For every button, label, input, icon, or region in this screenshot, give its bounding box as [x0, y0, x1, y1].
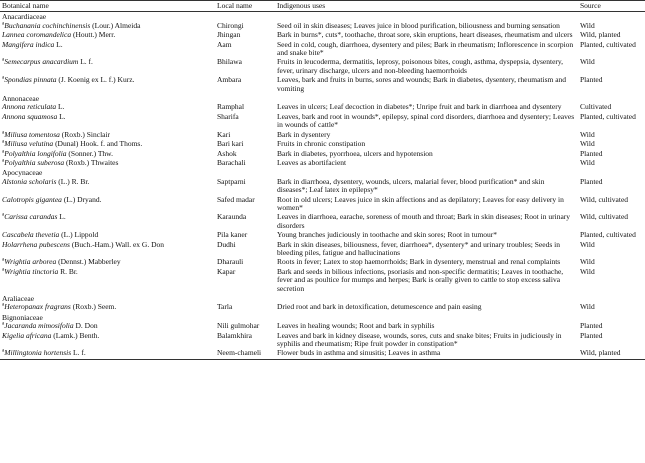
indigenous-uses-cell: Fruits in leucoderma, dermatitis, leprosy, poisonous bites, cough, asthma, dyspepsia, dysentery, fever, urinary discharge, ulcers and non-bleeding haemorrhoids [277, 57, 564, 75]
source-cell: Wild [580, 139, 595, 149]
species-name: Wrightia arborea [4, 257, 57, 267]
indigenous-uses-cell: Bark in diarrhoea, dysentery, wounds, ulcers, malarial fever, blood purification* and skin diseases*; Leaf latex in epilepsy* [277, 176, 545, 195]
source-cell: Planted, cultivated [580, 111, 636, 121]
local-name-cell: Saptparni [217, 176, 246, 186]
indigenous-uses-cell: Seed oil in skin diseases; Leaves juice in blood purification, biliousness and burning sensation [277, 20, 560, 30]
species-author: L. f. [71, 348, 86, 358]
source-cell: Planted [580, 330, 603, 340]
botanical-name-cell [0, 76, 215, 94]
botanical-name-cell [0, 113, 215, 131]
local-name-cell: Jhingan [217, 30, 241, 40]
botanical-name-cell [0, 268, 215, 294]
species-author: (Roxb.) Sinclair [59, 129, 111, 139]
species-name: Mangifera indica [2, 39, 55, 49]
header-source: Source [578, 1, 645, 12]
species-author: (Houtt.) Merr. [71, 30, 116, 40]
endemic-marker: a [2, 267, 5, 273]
source-cell: Planted [580, 176, 603, 186]
local-name-cell: Ramphal [217, 102, 245, 112]
local-name-cell: Kapar [217, 266, 236, 276]
header-botanical-name: Botanical name [0, 1, 215, 12]
endemic-marker: a [2, 149, 5, 154]
indigenous-uses-cell: Fruits in chronic constipation [277, 139, 366, 149]
botanical-name-cell [0, 241, 215, 259]
source-cell: Wild [580, 302, 595, 312]
indigenous-uses-cell: Bark in diabetes, pyorrhoea, ulcers and hypotension [277, 148, 433, 158]
species-name: Polyalthia suberosa [4, 157, 65, 167]
local-name-cell: Ambara [217, 75, 242, 85]
species-author: L. [57, 111, 66, 121]
botanical-name-cell [0, 41, 215, 59]
family-name: Bignoniaceae [2, 312, 43, 322]
source-cell: Planted [580, 321, 603, 331]
indigenous-uses-cell: Leaves as abortifacient [277, 157, 347, 167]
indigenous-uses-cell: Bark in dysentery [277, 129, 331, 139]
indigenous-uses-cell: Young branches judiciously in toothache and skin sores; Root in tumour* [277, 230, 498, 240]
species-name: Heteropanax fragrans [4, 302, 71, 312]
table-row [0, 58, 645, 76]
source-cell: Wild [580, 157, 595, 167]
species-author: L. [57, 212, 66, 222]
local-name-cell: Dudhi [217, 239, 236, 249]
botanical-name-cell [0, 303, 215, 312]
species-author: L. [56, 102, 65, 112]
source-cell: Planted [580, 148, 603, 158]
source-cell: Wild, planted [578, 349, 645, 359]
botanical-name-cell [0, 213, 215, 231]
species-author: (Dunal) Hook. f. and Thoms. [53, 139, 143, 149]
species-name: Carissa carandas [4, 212, 58, 222]
header-indigenous-uses: Indigenous uses [275, 1, 578, 12]
indigenous-uses-cell: Bark in skin diseases, biliousness, fever, diarrhoea*, dysentery* and urinary troubles; Seeds in bleeding piles, fatigue and hallucinations [277, 239, 560, 257]
endemic-marker: a [2, 21, 5, 27]
table-row [0, 76, 645, 94]
local-name-cell: Bari kari [217, 139, 244, 149]
endemic-marker: a [2, 130, 5, 136]
local-name-cell: Chirongi [217, 20, 244, 30]
local-name-cell: Aam [217, 39, 232, 49]
table-row [0, 213, 645, 231]
species-author: (Buch.-Ham.) Wall. ex G. Don [69, 239, 165, 249]
species-name: Cascabela thevetia [2, 230, 60, 240]
endemic-marker: a [2, 348, 5, 354]
indigenous-uses-cell: Leaves, bark and fruits in burns, sores and wounds; Bark in diabetes, dysentery, rheumatism and vomiting [277, 75, 567, 93]
source-cell: Wild [580, 129, 595, 139]
local-name-cell: Ashok [217, 148, 237, 158]
table-row [0, 332, 645, 350]
source-cell: Wild [580, 257, 595, 267]
local-name-cell: Kari [217, 129, 231, 139]
indigenous-uses-cell: Roots in fever; Latex to stop haemorrhoids; Bark in dysentery, menstrual and renal complaints [277, 257, 561, 267]
table-row [0, 349, 645, 359]
species-name: Jacaranda mimosifolia [4, 321, 74, 331]
indigenous-uses-cell: Leaves and bark in kidney disease, wounds, sores, cuts and snake bites; Fruits in judiciously in syphilis and rheumatism; Ripe fruit powder in constipation* [277, 330, 562, 349]
table-row [0, 241, 645, 259]
local-name-cell: Sharifa [217, 111, 239, 121]
table-header-row [0, 1, 645, 12]
species-name: Holarrhena pubescens [2, 239, 70, 249]
source-cell: Planted [580, 75, 603, 85]
table-row [0, 41, 645, 59]
source-cell: Wild [580, 57, 595, 67]
indigenous-uses-cell: Leaves in ulcers; Leaf decoction in diabetes*; Unripe fruit and bark in diarrhoea and dysentery [277, 102, 562, 112]
table-row [0, 159, 645, 168]
table-body [0, 12, 645, 359]
source-cell: Planted, cultivated [580, 39, 636, 49]
indigenous-uses-cell: Leaves in diarrhoea, earache, soreness of mouth and throat; Bark in skin diseases; Root in urinary disorders [277, 212, 571, 230]
table-row [0, 268, 645, 294]
local-name-cell: Safed madar [217, 194, 255, 204]
endemic-marker: a [2, 302, 5, 308]
species-name: Millingtonia hortensis [4, 348, 72, 358]
species-author: (Lour.) Almeida [90, 20, 141, 30]
source-cell: Wild, planted [580, 30, 621, 40]
source-cell: Cultivated [580, 102, 612, 112]
local-name-cell: Tarla [217, 302, 233, 312]
species-name: Calotropis gigantea [2, 194, 62, 204]
family-name: Anacardiaceae [2, 12, 47, 22]
endemic-marker: a [2, 212, 5, 218]
indigenous-uses-cell: Root in old ulcers; Leaves juice in skin affections and as depilatory; Leaves for easy delivery in women* [277, 194, 564, 212]
local-name-cell: Nili gulmohar [217, 321, 260, 331]
table-row [0, 113, 645, 131]
source-cell: Wild [580, 20, 595, 30]
local-name-cell: Balamkhira [217, 330, 252, 340]
family-name: Apocynaceae [2, 168, 43, 178]
source-cell: Wild [580, 239, 595, 249]
local-name-cell: Barachali [217, 157, 246, 167]
species-name: Alstonia scholaris [2, 176, 57, 186]
local-name-cell: Pila kaner [217, 230, 248, 240]
botanical-name-cell [0, 58, 215, 76]
endemic-marker: a [2, 57, 5, 63]
species-name: Miliusa velutina [4, 139, 54, 149]
species-name: Spondias pinnata [4, 75, 57, 85]
table-row [0, 196, 645, 214]
botanical-name-cell [0, 159, 215, 168]
species-name: Lannea coromandelica [2, 30, 72, 40]
species-author: (Sonner.) Thw. [66, 148, 113, 158]
indigenous-uses-cell: Flower buds in asthma and sinusitis; Leaves in asthma [275, 349, 578, 359]
species-author: (Dennst.) Mabberley [56, 257, 121, 267]
endemic-marker: a [2, 158, 5, 164]
indigenous-uses-cell: Leaves, bark and root in wounds*, epilepsy, spinal cord disorders, diarrhoea and dysentery; Leaves in wounds of cattle* [277, 111, 575, 130]
indigenous-uses-cell: Bark and seeds in bilious infections, psoriasis and non-specific dermatitis; Leaves in toothache, fever and as poultice for mumps and herpes; Bark is orally given to cattle to stop excess saliva secretion [277, 266, 564, 293]
botanical-name-cell [0, 178, 215, 196]
species-name: Buchanania cochinchinensis [4, 20, 91, 30]
indigenous-uses-cell: Leaves in healing wounds; Root and bark in syphilis [277, 321, 435, 331]
species-author: (J. Koenig ex L. f.) Kurz. [56, 75, 135, 85]
species-author: L. f. [78, 57, 93, 67]
endemic-marker: a [2, 75, 5, 81]
indigenous-uses-cell: Dried root and bark in detoxification, detumescence and pain easing [277, 302, 482, 312]
botanical-name-cell [0, 349, 215, 359]
table-row [0, 303, 645, 312]
species-name: Polyalthia longifolia [4, 148, 67, 158]
species-author: (Roxb.) Thwaites [64, 157, 119, 167]
species-author: (Lamk.) Benth. [51, 330, 100, 340]
local-name-cell: Karaunda [217, 212, 247, 222]
species-author: (L.) Lippold [59, 230, 99, 240]
species-name: Annona squamosa [2, 111, 58, 121]
source-cell: Wild [580, 266, 595, 276]
source-cell: Wild, cultivated [580, 194, 629, 204]
botanical-name-cell [0, 332, 215, 350]
species-name: Kigelia africana [2, 330, 52, 340]
species-author: R. Br. [58, 266, 78, 276]
indigenous-uses-cell: Seed in cold, cough, diarrhoea, dysentery and piles; Bark in rheumatism; Inflorescence in scorpion and snake bite* [277, 39, 574, 58]
botanical-name-cell [0, 196, 215, 214]
endemic-marker: a [2, 139, 5, 145]
family-name: Annonaceae [2, 94, 40, 104]
indigenous-uses-cell: Bark in burns*, cuts*, toothache, throat sore, skin eruptions, heart diseases, rheumatism and ulcers [277, 30, 573, 40]
species-author: D. Don [73, 321, 98, 331]
local-name-cell: Bhilawa [217, 57, 242, 67]
endemic-marker: a [2, 321, 5, 327]
header-local-name: Local name [215, 1, 275, 12]
species-author: (Roxb.) Seem. [70, 302, 117, 312]
species-name: Semecarpus anacardium [4, 57, 79, 67]
species-author: L. [54, 39, 63, 49]
species-author: (L.) R. Br. [56, 176, 90, 186]
species-author: (L.) Dryand. [61, 194, 102, 204]
source-cell: Planted, cultivated [580, 230, 636, 240]
local-name-cell: Neem-chameli [215, 349, 275, 359]
species-name: Miliusa tomentosa [4, 129, 60, 139]
source-cell: Wild, cultivated [580, 212, 629, 222]
table-row [0, 178, 645, 196]
family-name: Araliaceae [2, 294, 35, 303]
species-name: Wrightia tinctoria [4, 266, 59, 276]
endemic-marker: a [2, 257, 5, 263]
species-name: Annona reticulata [2, 102, 57, 112]
local-name-cell: Dharauli [217, 257, 244, 267]
